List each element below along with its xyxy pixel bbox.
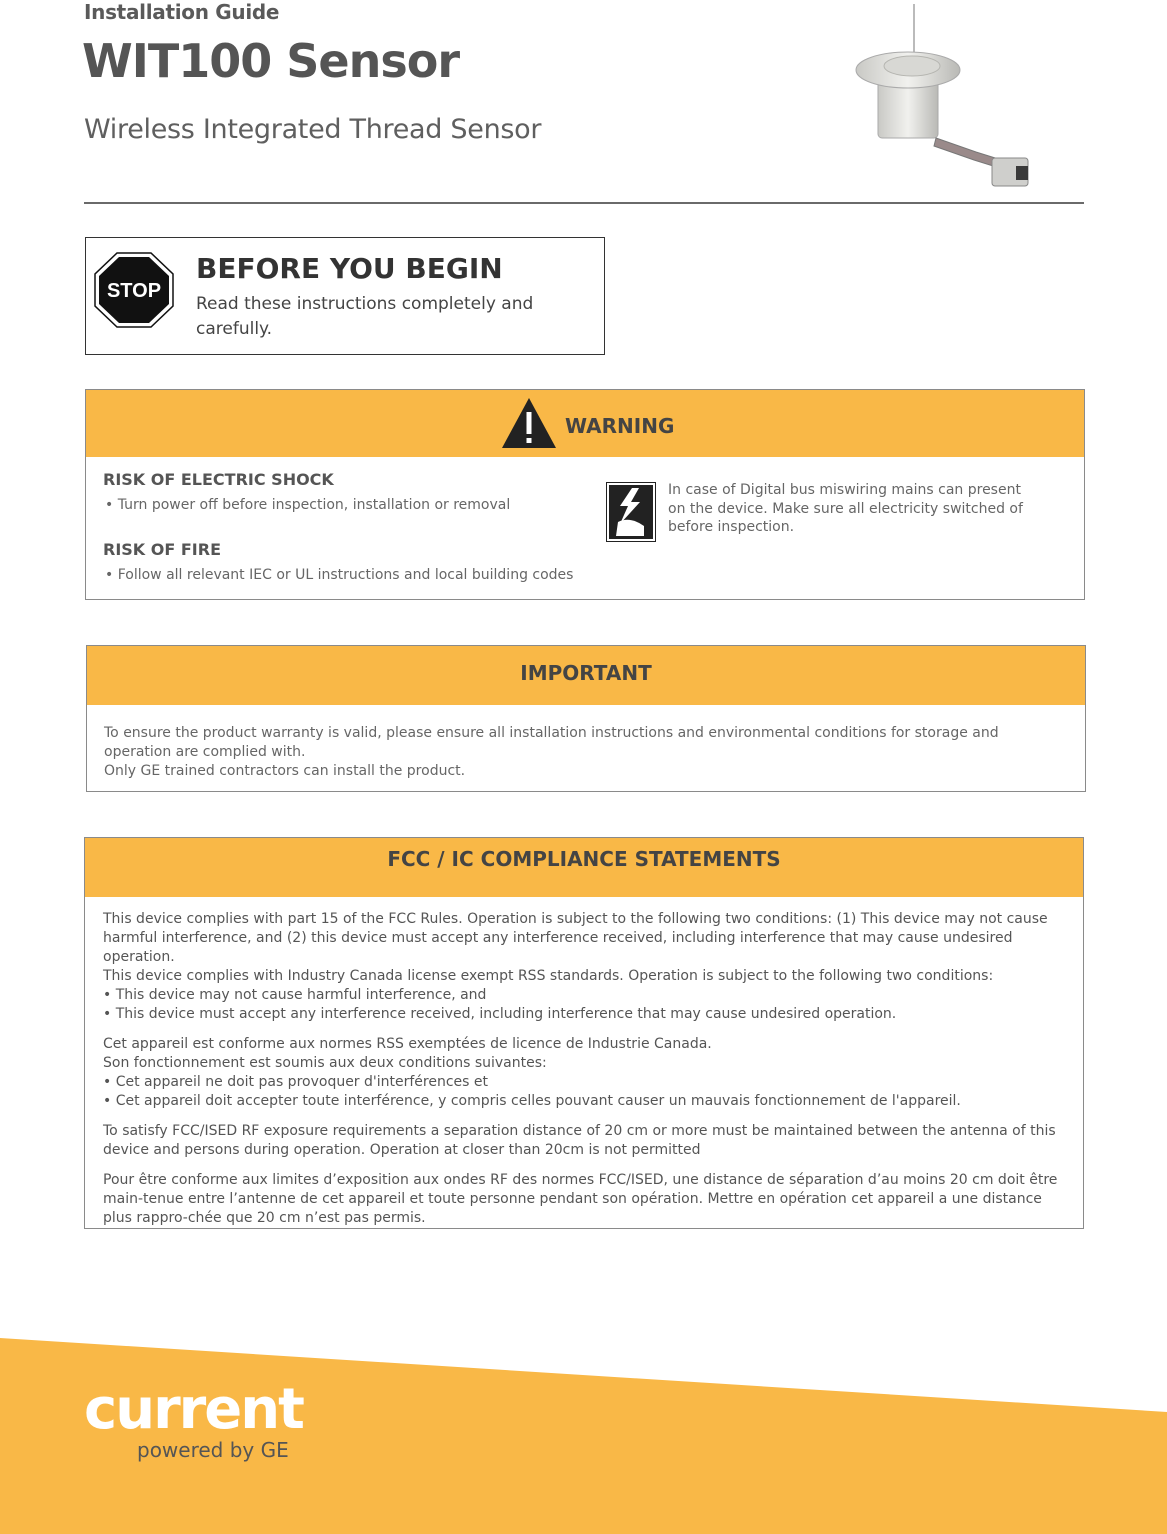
before-you-begin-title: BEFORE YOU BEGIN (196, 252, 503, 285)
warning-triangle-icon (500, 396, 558, 450)
fcc-paragraph-4: Pour être conforme aux limites d’exposition aux ondes RF des normes FCC/ISED, une distance de séparation d’au moins 20 cm doit être main-tenue entre l’antenne de cet appareil et toute personne pendant son opération. Mettre en opération cet appareil a une distance plus rappro-chée que 20 cm n’est pas permis. (103, 1172, 1058, 1226)
important-title: IMPORTANT (520, 661, 652, 685)
brand-tagline: powered by GE (137, 1438, 289, 1462)
stop-sign-icon (93, 251, 175, 329)
fcc-compliance-body (103, 910, 1063, 1239)
fcc-p2-line-1: Cet appareil est conforme aux normes RSS exemptées de licence de Industrie Canada. (103, 1036, 712, 1052)
stop-sign-text: STOP (106, 280, 162, 302)
fcc-paragraph-2 (103, 1035, 1063, 1111)
fcc-p2-line-4: • Cet appareil doit accepter toute interférence, y compris celles pouvant causer un mauvais fonctionnement de l'appareil. (103, 1093, 961, 1109)
fcc-paragraph-1 (103, 910, 1063, 1024)
warning-title: WARNING (565, 414, 675, 438)
shock-note-text: In case of Digital bus miswiring mains can present on the device. Make sure all electricity switched of before inspection. (668, 482, 1023, 535)
fcc-paragraph-3: To satisfy FCC/ISED RF exposure requirements a separation distance of 20 cm or more must be maintained between the antenna of this device and persons during operation. Operation at closer than 20cm is not permitted (103, 1123, 1056, 1158)
current-logo: current (84, 1377, 303, 1442)
risk-electric-shock-title: RISK OF ELECTRIC SHOCK (103, 470, 334, 489)
important-body (104, 724, 1054, 781)
before-you-begin-text: Read these instructions completely and carefully. (196, 294, 534, 339)
risk-electric-shock-item: • Turn power off before inspection, installation or removal (105, 497, 511, 513)
header-divider (84, 202, 1084, 204)
fcc-p2-line-2: Son fonctionnement est soumis aux deux conditions suivantes: (103, 1055, 547, 1071)
page-subtitle: Wireless Integrated Thread Sensor (84, 114, 542, 145)
fcc-p2-line-3: • Cet appareil ne doit pas provoquer d'interférences et (103, 1074, 489, 1090)
fcc-p1-line-3: • This device may not cause harmful interference, and (103, 987, 487, 1003)
risk-fire-item: • Follow all relevant IEC or UL instructions and local building codes (105, 567, 574, 583)
fcc-compliance-title: FCC / IC COMPLIANCE STATEMENTS (387, 847, 781, 871)
guide-label: Installation Guide (84, 0, 280, 24)
sensor-product-image (846, 0, 1046, 195)
risk-fire-title: RISK OF FIRE (103, 540, 221, 559)
page-title: WIT100 Sensor (82, 34, 460, 88)
fcc-p1-line-4: • This device must accept any interference received, including interference that may cause undesired operation. (103, 1006, 897, 1022)
important-line-1: To ensure the product warranty is valid, please ensure all installation instructions and environmental conditions for storage and operation are complied with. (104, 725, 999, 760)
fcc-p1-line-1: This device complies with part 15 of the FCC Rules. Operation is subject to the following two conditions: (1) This device may not cause harmful interference, and (2) this device must accept any interference received, including interference that may cause undesired operation. (103, 911, 1048, 965)
important-line-2: Only GE trained contractors can install the product. (104, 763, 466, 779)
fcc-p1-line-2: This device complies with Industry Canada license exempt RSS standards. Operation is subject to the following two conditions: (103, 968, 994, 984)
electric-shock-icon (606, 482, 656, 542)
